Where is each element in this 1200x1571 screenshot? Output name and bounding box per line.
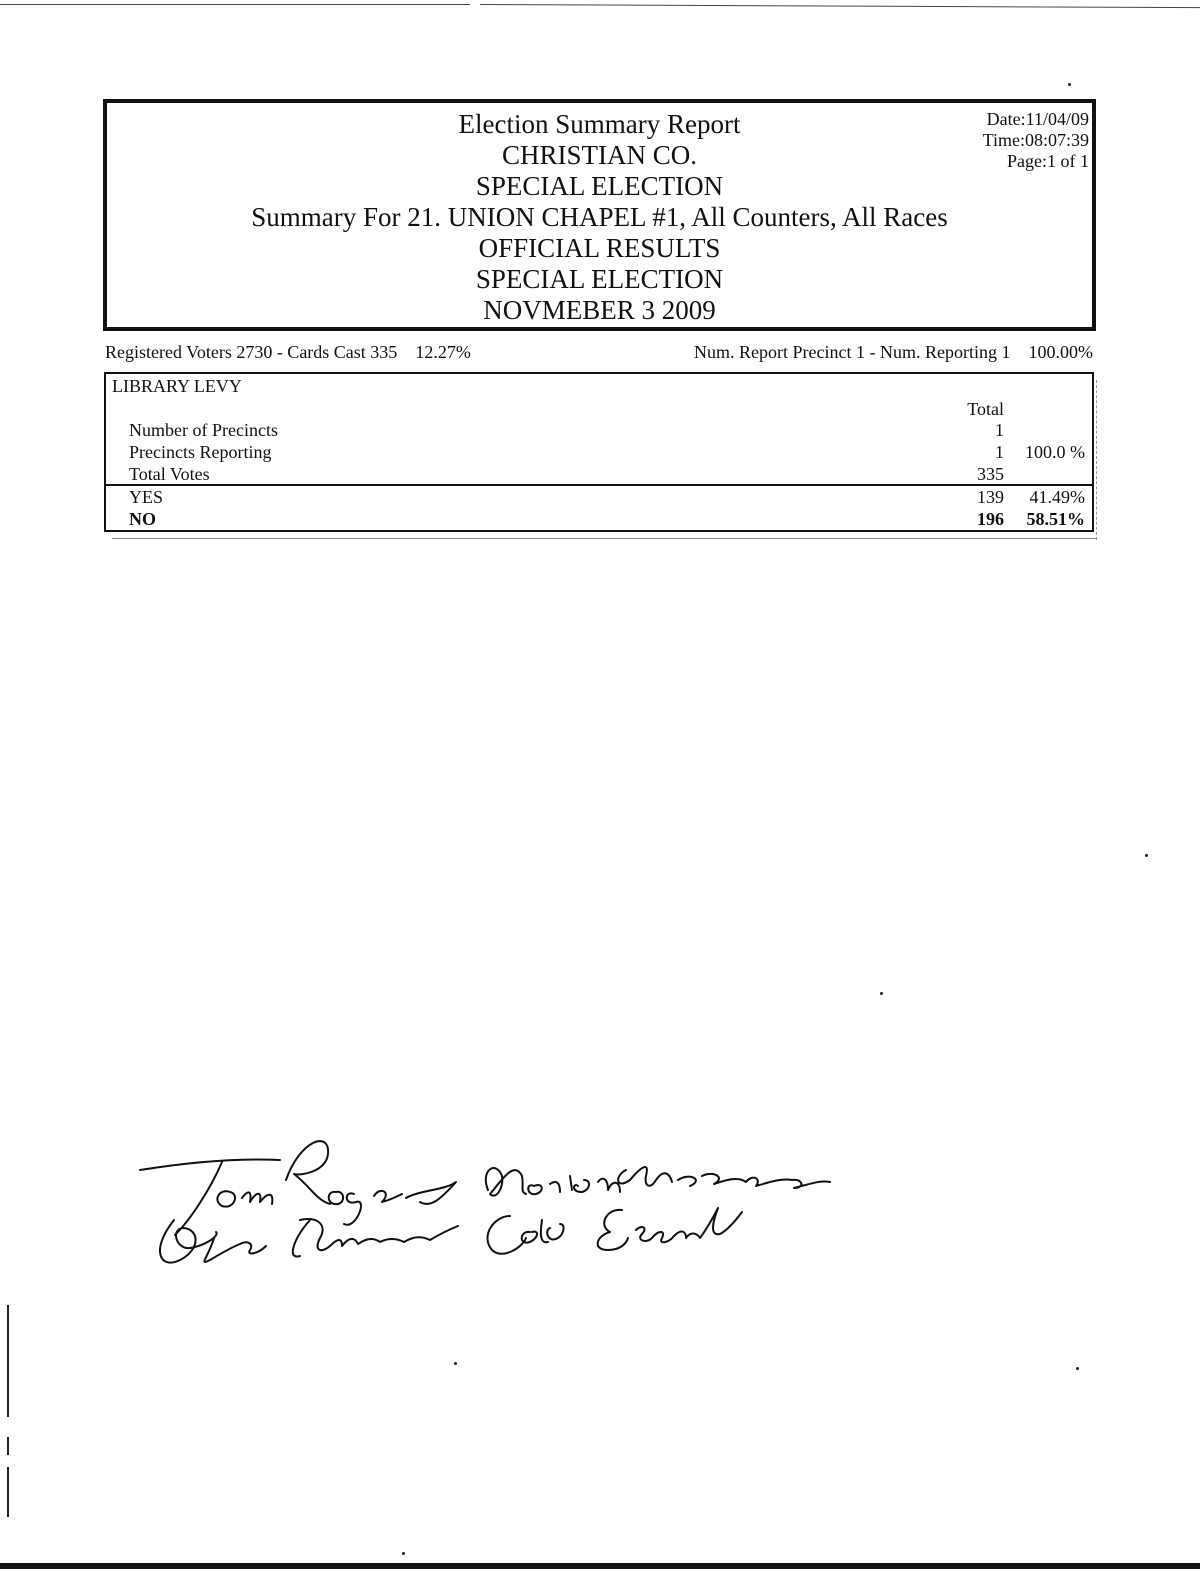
report-title: Election Summary Report [458, 109, 741, 139]
election-name-repeat: SPECIAL ELECTION [475, 264, 724, 294]
voter-turnout-line [105, 342, 471, 363]
choice-votes: 139 [977, 487, 1004, 507]
choice-label: NO [129, 509, 156, 529]
report-date: Date:11/04/09 [986, 109, 1089, 129]
scan-table-shadow [112, 538, 1097, 539]
stat-percent: 100.0 % [1025, 442, 1085, 462]
stat-row [106, 419, 1092, 441]
scan-speck [454, 1362, 457, 1365]
election-name: SPECIAL ELECTION [475, 171, 724, 201]
stat-label: Total Votes [129, 464, 210, 484]
report-time: Time:08:07:39 [982, 130, 1089, 150]
stat-value: 1 [995, 442, 1004, 462]
signatures [130, 1120, 870, 1300]
choice-percent: 41.49% [1029, 487, 1085, 507]
signature-marian-matthews [486, 1167, 830, 1196]
election-date: NOVMEBER 3 2009 [483, 295, 716, 325]
scan-speck [1145, 854, 1148, 857]
report-meta [983, 109, 1089, 172]
scan-speck [1076, 1367, 1079, 1370]
total-column-header: Total [967, 399, 1004, 419]
stat-row [106, 441, 1092, 463]
choice-label: YES [129, 487, 164, 507]
contest-title: LIBRARY LEVY [112, 376, 242, 396]
signature-tom-rogers [140, 1141, 456, 1235]
scan-top-rule [0, 0, 1200, 6]
stat-value: 1 [995, 420, 1004, 440]
registered-voters: Registered Voters 2730 - Cards Cast 335 [105, 342, 398, 362]
results-status: OFFICIAL RESULTS [478, 233, 721, 263]
turnout-percent: 12.27% [415, 342, 471, 362]
scan-speck [1068, 83, 1071, 86]
summary-scope: Summary For 21. UNION CHAPEL #1, All Counters, All Races [251, 202, 948, 232]
choice-row-no [106, 508, 1092, 530]
precincts-reporting-text: Num. Report Precinct 1 - Num. Reporting 1 [694, 342, 1011, 362]
stat-label: Precincts Reporting [129, 442, 272, 462]
choice-row-yes [106, 486, 1092, 508]
precincts-reporting-percent: 100.00% [1028, 342, 1093, 362]
stat-row [106, 463, 1092, 485]
choice-votes: 196 [977, 509, 1004, 529]
contest-table [104, 372, 1094, 532]
report-page: Page:1 of 1 [1007, 151, 1089, 171]
scan-bottom-rule [0, 1563, 1200, 1569]
signature-lisa-russell [160, 1219, 458, 1263]
report-title-block [107, 109, 1092, 326]
scan-speck [880, 992, 883, 995]
scan-speck [402, 1552, 405, 1555]
precinct-reporting-line [694, 342, 1093, 363]
column-header-row [106, 398, 1092, 420]
county-name: CHRISTIAN CO. [501, 140, 697, 170]
report-header [103, 99, 1096, 331]
scan-table-edge [1096, 380, 1097, 540]
stat-value: 335 [977, 464, 1004, 484]
choice-percent: 58.51% [1026, 509, 1085, 529]
stat-label: Number of Precincts [129, 420, 278, 440]
signature-carla-essex [487, 1208, 742, 1254]
